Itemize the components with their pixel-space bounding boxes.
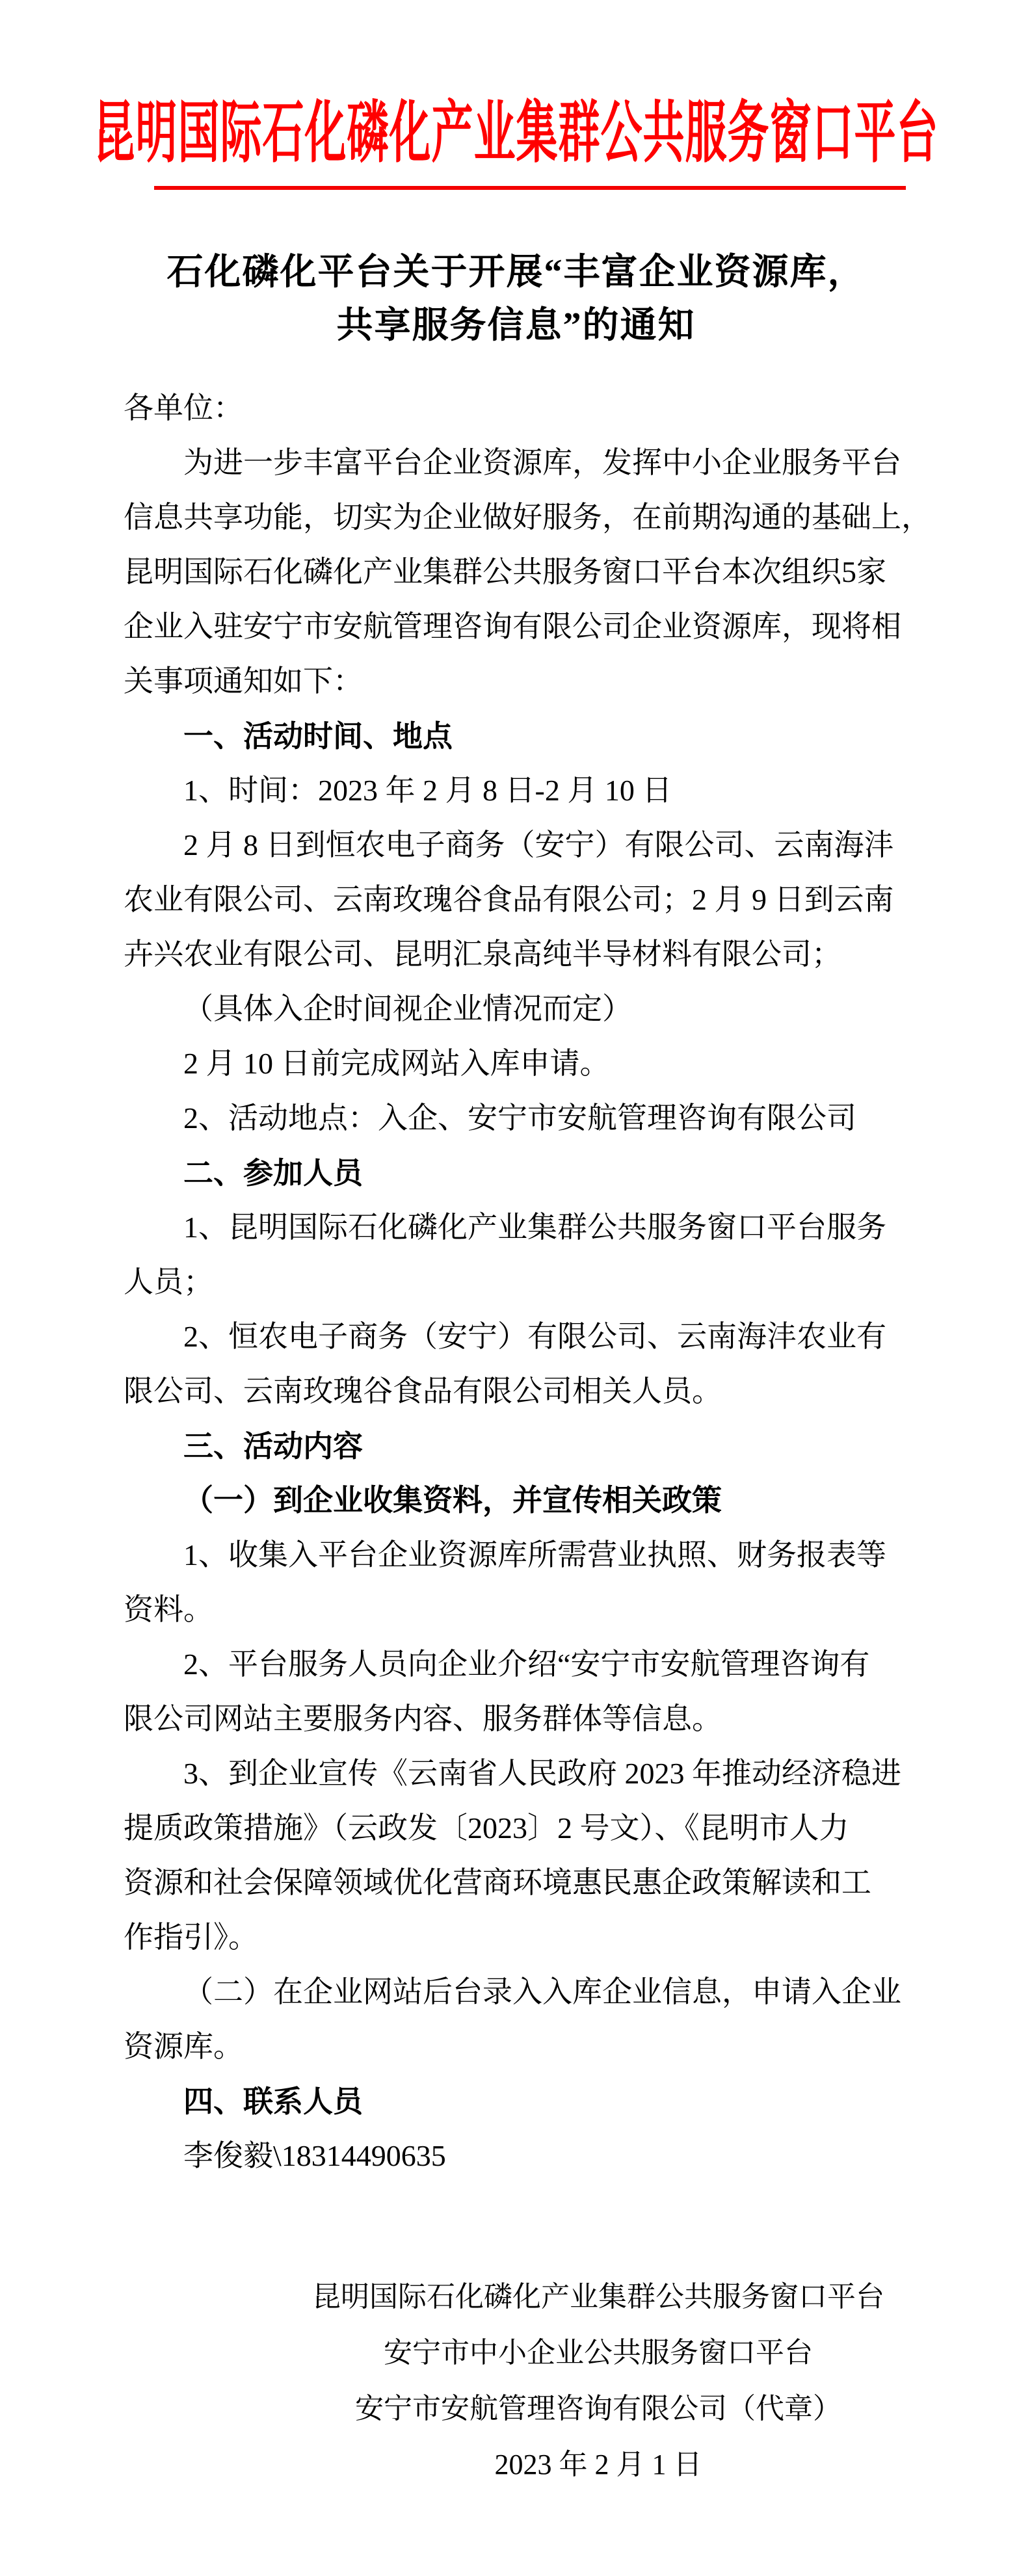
body-line: 三、活动内容 bbox=[183, 1429, 363, 1463]
body-line: 农业有限公司、云南玫瑰谷食品有限公司；2 月 9 日到云南 bbox=[124, 883, 894, 916]
body-line: 李俊毅\18314490635 bbox=[183, 2139, 446, 2172]
body-line: 2、平台服务人员向企业介绍“安宁市安航管理咨询有 bbox=[183, 1648, 870, 1681]
body-line: 2、活动地点：入企、安宁市安航管理咨询有限公司 bbox=[183, 1101, 856, 1135]
document-title bbox=[0, 246, 1032, 352]
letterhead bbox=[0, 96, 1032, 171]
signature-line: 昆明国际石化磷化产业集群公共服务窗口平台 bbox=[312, 2281, 884, 2313]
body-line: 1、昆明国际石化磷化产业集群公共服务窗口平台服务 bbox=[183, 1211, 886, 1244]
body-line: 关事项通知如下： bbox=[124, 664, 363, 698]
body-line: 人员； bbox=[124, 1265, 213, 1298]
body-line: 为进一步丰富平台企业资源库，发挥中小企业服务平台 bbox=[183, 446, 901, 479]
document-title-line2: 共享服务信息”的通知 bbox=[336, 306, 696, 346]
signature-line: 2023 年 2 月 1 日 bbox=[494, 2449, 702, 2480]
body-line: （二）在企业网站后台录入入库企业信息，申请入企业 bbox=[183, 1975, 901, 2008]
body-line: 各单位： bbox=[124, 391, 243, 425]
body-line: （一）到企业收集资料，并宣传相关政策 bbox=[183, 1484, 722, 1517]
body-line: 卉兴农业有限公司、昆明汇泉高纯半导材料有限公司； bbox=[124, 938, 841, 971]
document-body bbox=[124, 381, 931, 2183]
body-line: 企业入驻安宁市安航管理咨询有限公司企业资源库，现将相 bbox=[124, 610, 901, 643]
body-line: 提质政策措施》（云政发〔2023〕2 号文）、《昆明市人力 bbox=[124, 1811, 849, 1845]
body-line: 2 月 8 日到恒农电子商务（安宁）有限公司、云南海沣 bbox=[183, 828, 894, 861]
body-line: 1、时间：2023 年 2 月 8 日-2 月 10 日 bbox=[183, 774, 672, 807]
body-line: 2、恒农电子商务（安宁）有限公司、云南海沣农业有 bbox=[183, 1320, 886, 1353]
body-line: 资源库。 bbox=[124, 2030, 243, 2063]
signature-block bbox=[286, 2269, 910, 2493]
body-line: 一、活动时间、地点 bbox=[183, 719, 453, 753]
document-title-line1: 石化磷化平台关于开展“丰富企业资源库， bbox=[166, 252, 866, 293]
body-line: 信息共享功能，切实为企业做好服务，在前期沟通的基础上， bbox=[124, 501, 931, 534]
body-line: 资料。 bbox=[124, 1593, 213, 1626]
body-line: 作指引》。 bbox=[124, 1921, 258, 1954]
signature-line: 安宁市安航管理咨询有限公司（代章） bbox=[355, 2393, 841, 2425]
body-line: 资源和社会保障领域优化营商环境惠民惠企政策解读和工 bbox=[124, 1866, 871, 1899]
body-line: 1、收集入平台企业资源库所需营业执照、财务报表等 bbox=[183, 1538, 886, 1571]
body-line: 2 月 10 日前完成网站入库申请。 bbox=[183, 1047, 610, 1080]
body-line: 限公司网站主要服务内容、服务群体等信息。 bbox=[124, 1702, 722, 1735]
signature-line: 安宁市中小企业公共服务窗口平台 bbox=[384, 2337, 813, 2369]
body-line: 3、到企业宣传《云南省人民政府 2023 年推动经济稳进 bbox=[183, 1757, 901, 1790]
letterhead-divider bbox=[154, 186, 906, 190]
body-line: 四、联系人员 bbox=[183, 2084, 363, 2118]
body-line: 限公司、云南玫瑰谷食品有限公司相关人员。 bbox=[124, 1374, 722, 1408]
body-line: 二、参加人员 bbox=[183, 1156, 363, 1190]
body-line: （具体入企时间视企业情况而定） bbox=[183, 992, 632, 1025]
body-line: 昆明国际石化磷化产业集群公共服务窗口平台本次组织5家 bbox=[124, 555, 886, 588]
letterhead-org-name: 昆明国际石化磷化产业集群公共服务窗口平台 bbox=[93, 96, 939, 171]
